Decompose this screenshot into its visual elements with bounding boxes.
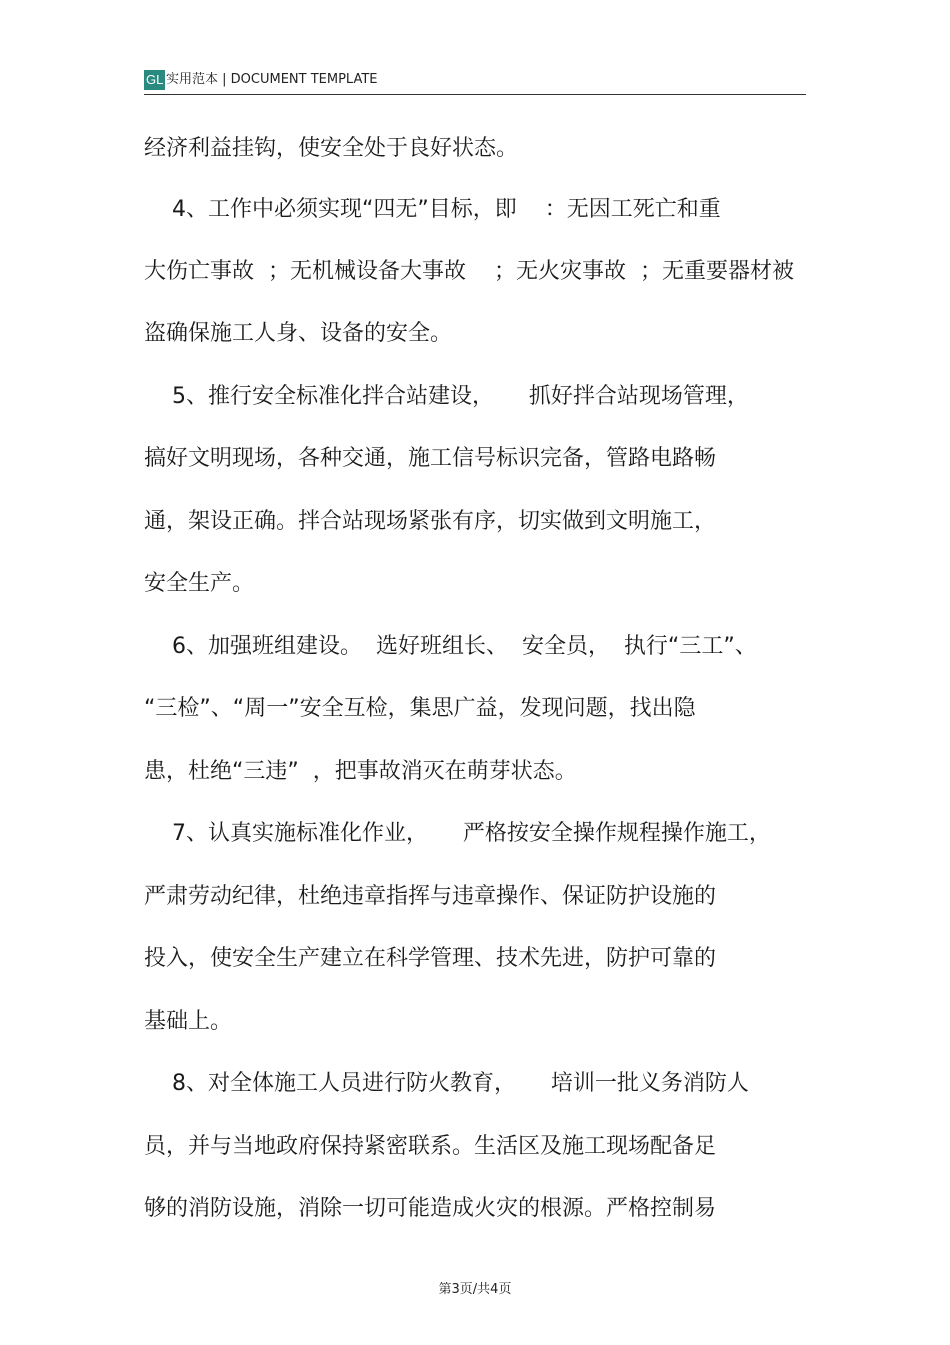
header-title: 实用范本 | DOCUMENT TEMPLATE <box>166 72 378 87</box>
text-line: 患，杜绝“三违” ，把事故消灭在萌芽状态。 <box>144 759 577 784</box>
gl-logo: GL <box>144 70 165 90</box>
text-line: 通，架设正确。拌合站现场紧张有序，切实做到文明施工， <box>144 509 717 534</box>
text-line: 7、认真实施标准化作业， 严格按安全操作规程操作施工， <box>144 821 771 846</box>
text-line: 安全生产。 <box>144 571 255 596</box>
text-line: 大伤亡事故 ；无机械设备大事故 ；无火灾事故 ；无重要器材被 <box>144 259 794 284</box>
page-number: 第3页/共4页 <box>438 1282 512 1297</box>
text-line: 经济利益挂钩，使安全处于良好状态。 <box>144 136 519 161</box>
text-line: 5、推行安全标准化拌合站建设， 抓好拌合站现场管理， <box>144 384 749 409</box>
page-header <box>144 70 806 95</box>
text-line: “三检”、“周一”安全互检，集思广益，发现问题，找出隐 <box>144 696 696 721</box>
text-line: 严肃劳动纪律，杜绝违章指挥与违章操作、保证防护设施的 <box>144 884 717 909</box>
text-line: 基础上。 <box>144 1009 233 1034</box>
text-line: 8、对全体施工人员进行防火教育， 培训一批义务消防人 <box>144 1071 749 1096</box>
text-line: 够的消防设施，消除一切可能造成火灾的根源。严格控制易 <box>144 1196 717 1221</box>
text-line: 盗确保施工人身、设备的安全。 <box>144 321 453 346</box>
text-line: 6、加强班组建设。 选好班组长、 安全员， 执行“三工”、 <box>144 634 757 659</box>
text-line: 投入，使安全生产建立在科学管理、技术先进，防护可靠的 <box>144 946 717 971</box>
text-line: 员，并与当地政府保持紧密联系。生活区及施工现场配备足 <box>144 1134 717 1159</box>
text-line: 搞好文明现场，各种交通，施工信号标识完备，管路电路畅 <box>144 446 717 471</box>
text-line: 4、工作中必须实现“四无”目标，即 ：无因工死亡和重 <box>144 197 721 222</box>
